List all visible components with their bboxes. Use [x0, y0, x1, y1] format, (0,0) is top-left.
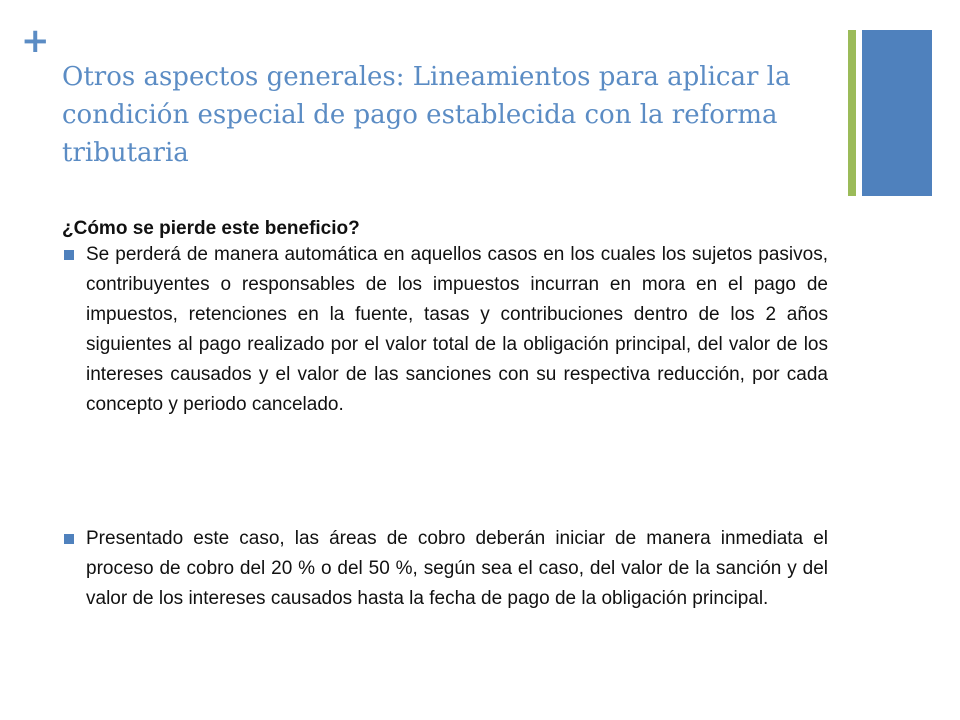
- decorative-blue-bar: [862, 30, 932, 196]
- bullet-text: Se perderá de manera automática en aquellos casos en los cuales los sujetos pasivos, contribuyentes o responsables de los impuestos incurran en mora en el pago de impuestos, retenciones en la fuente, tasas y contribuciones dentro de los 2 años siguientes al pago realizado por el valor total de la obligación principal, del valor de los intereses causados y el valor de las sanciones con su respectiva reducción, por cada concepto y periodo cancelado.: [86, 244, 828, 415]
- decorative-green-bar: [848, 30, 856, 196]
- plus-icon: +: [21, 21, 50, 61]
- square-bullet-icon: [64, 250, 74, 260]
- square-bullet-icon: [64, 534, 74, 544]
- bullet-text: Presentado este caso, las áreas de cobro deberán iniciar de manera inmediata el proceso de cobro del 20 % o del 50 %, según sea el caso, del valor de la sanción y del valor de los intereses causados hasta la fecha de pago de la obligación principal.: [86, 528, 828, 609]
- section-heading: ¿Cómo se pierde este beneficio?: [62, 218, 360, 239]
- bullet-item: [62, 240, 828, 420]
- bullet-item: [62, 524, 828, 614]
- slide-title: Otros aspectos generales: Lineamientos para aplicar la condición especial de pago establecida con la reforma tributaria: [62, 62, 791, 168]
